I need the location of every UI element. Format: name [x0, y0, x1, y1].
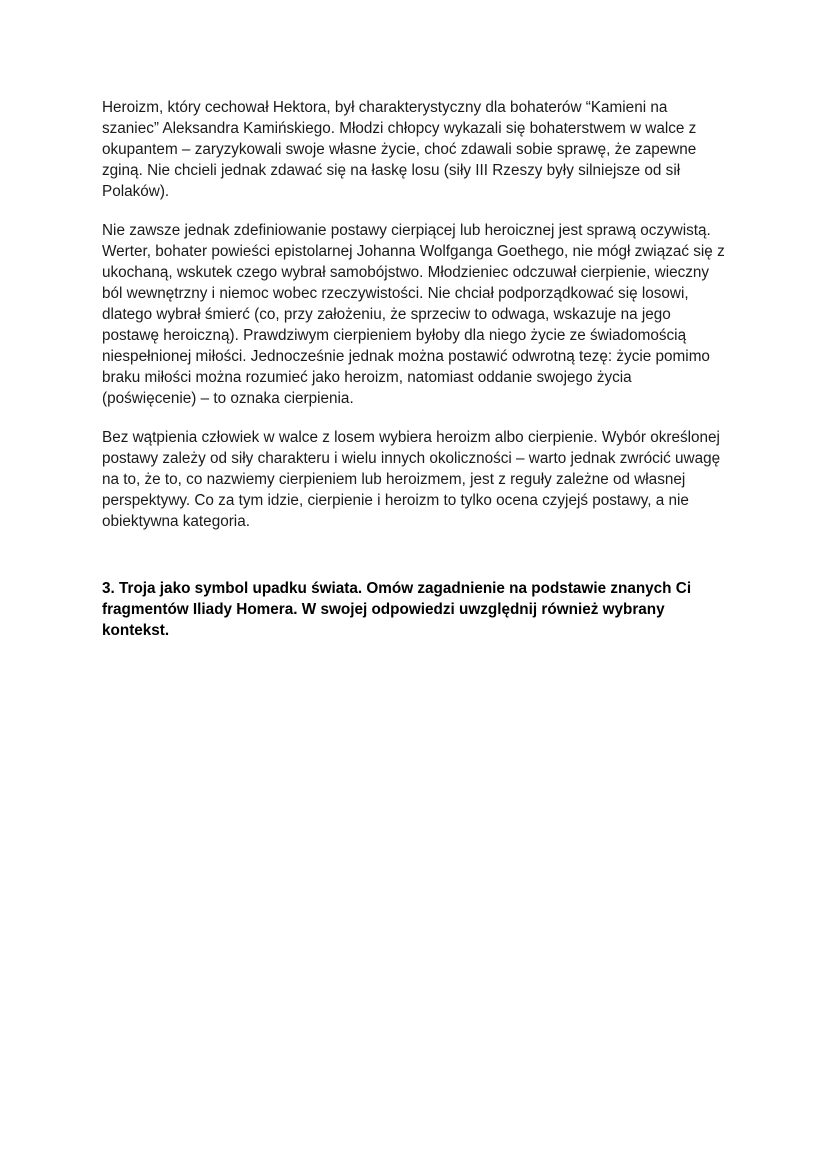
- paragraph-conclusion: Bez wątpienia człowiek w walce z losem wybiera heroizm albo cierpienie. Wybór określonej postawy zależy od siły charakteru i wielu innych okoliczności – warto jednak zwrócić uwagę na to, że to, co nazwiemy cierpieniem lub heroizmem, jest z reguły zależne od własnej perspektywy. Co za tym idzie, cierpienie i heroizm to tylko ocena czyjejś postawy, a nie obiektywna kategoria.: [102, 429, 721, 530]
- paragraph-hektor: Heroizm, który cechował Hektora, był charakterystyczny dla bohaterów “Kamieni na szaniec” Aleksandra Kamińskiego. Młodzi chłopcy wykazali się bohaterstwem w walce z okupantem – zaryzykowali swoje własne życie, choć zdawali sobie sprawę, że zapewne zginą. Nie chcieli jednak zdawać się na łaskę losu (siły III Rzeszy były silniejsze od sił Polaków).: [102, 99, 697, 200]
- question-heading: 3. Troja jako symbol upadku świata. Omów zagadnienie na podstawie znanych Ci fragmentów Iliady Homera. W swojej odpowiedzi uwzględnij również wybrany kontekst.: [102, 580, 692, 639]
- essay-body: [102, 97, 728, 550]
- paragraph-werter: Nie zawsze jednak zdefiniowanie postawy cierpiącej lub heroicznej jest sprawą oczywistą. Werter, bohater powieści epistolarnej Johanna Wolfganga Goethego, nie mógł związać się z ukochaną, wskutek czego wybrał samobójstwo. Młodzieniec odczuwał cierpienie, wieczny ból wewnętrzny i niemoc wobec rzeczywistości. Nie chciał podporządkować się losowi, dlatego wybrał śmierć (co, przy założeniu, że sprzeciw to odwaga, wskazuje na jego postawę heroiczną). Prawdziwym cierpieniem byłoby dla niego życie ze świadomością niespełnionej miłości. Jednocześnie jednak można postawić odwrotną tezę: życie pomimo braku miłości można rozumieć jako heroizm, natomiast oddanie swojego życia (poświęcenie) – to oznaka cierpienia.: [102, 222, 725, 407]
